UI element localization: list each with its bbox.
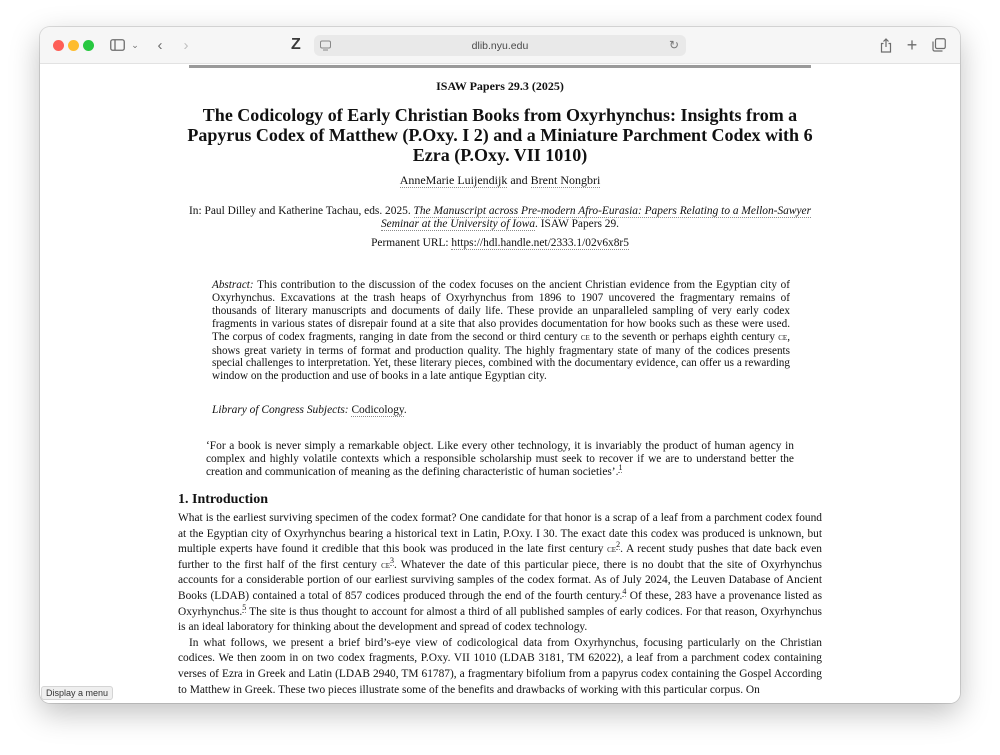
abstract-text-1: This contribution to the discussion of the codex focuses on the ancient Christian evidence from the Egyptian city of Oxyrhynchus. Excavations at the trash heaps of Oxyrhynchus from 1896 to 1907 uncovered the fragmentary remains of thousands of literary manuscripts and documents of daily life. These provide an unparalleled sampling of very early codex fragments in various states of disrepair found at a site that also provides documentation for how books such as these were used. The corpus of codex fragments, ranging in date from the second or third century	[212, 279, 790, 343]
footnote-link-3[interactable]: 3	[390, 555, 395, 565]
subjects-period: .	[403, 404, 407, 416]
share-icon[interactable]	[878, 36, 894, 54]
back-arrow-icon[interactable]: ‹	[157, 36, 163, 54]
forward-arrow-icon[interactable]: ›	[183, 36, 189, 54]
introduction-body	[178, 511, 822, 698]
citation-line	[188, 205, 812, 231]
abstract-text-3: , shows great variety in terms of format and production quality. The highly fragmentary state of many of the codices presents special challenges to interpretation. Yet, these literary pieces, combined with the documentary evidence, can offer us a rewarding window on the production and use of books in a late antique Egyptian city.	[212, 330, 790, 383]
p1-text-b: . A recent study pushes that date back even further to the first half of the first century	[178, 543, 822, 571]
author-link-nongbri[interactable]: Brent Nongbri	[530, 173, 601, 187]
p1-text-c: . Whatever the date of this particular piece, there is no doubt that the site of Oxyrhynchus accounts for a considerable portion of our earliest surviving samples of the codex format. As of July 2024, the Leuven Database of Ancient Books (LDAB) contained a total of 857 codices produced through the end of the fourth century.	[178, 558, 822, 602]
abstract-label: Abstract:	[212, 279, 254, 291]
reload-icon[interactable]: ↻	[668, 38, 679, 52]
article-title: The Codicology of Early Christian Books from Oxyrhynchus: Insights from a Papyrus Codex of Matthew (P.Oxy. I 2) and a Miniature Parchment Codex with 6 Ezra (P.Oxy. VII 1010)	[187, 105, 813, 165]
browser-toolbar	[40, 27, 960, 64]
zoom-window-button[interactable]	[83, 40, 94, 51]
subjects-line	[212, 404, 790, 416]
minimize-window-button[interactable]	[68, 40, 79, 51]
footnote-link-2[interactable]: 2	[616, 540, 621, 550]
author-link-luijendijk[interactable]: AnneMarie Luijendijk	[399, 173, 508, 187]
page-menu-icon[interactable]	[320, 40, 331, 51]
footnote-link-5[interactable]: 5	[242, 602, 247, 612]
footnote-link-1[interactable]: 1	[618, 463, 623, 473]
close-window-button[interactable]	[53, 40, 64, 51]
tab-overview-icon[interactable]	[931, 36, 947, 54]
epigraph-quote	[206, 440, 794, 479]
permanent-url-link[interactable]: https://hdl.handle.net/2333.1/02v6x8r5	[451, 237, 629, 249]
chevron-down-icon[interactable]: ⌄	[131, 39, 139, 50]
subject-link-codicology[interactable]: Codicology	[351, 404, 404, 416]
series-label: ISAW Papers 29.3 (2025)	[436, 79, 564, 93]
footnote-link-4[interactable]: 4	[622, 587, 627, 597]
abstract	[212, 279, 790, 383]
permanent-url-line	[178, 237, 822, 249]
author-conjunction: and	[507, 173, 531, 187]
paragraph-1	[178, 511, 822, 636]
p1-text-d: Of these, 283 have a provenance listed as Oxyrhynchus.	[178, 589, 822, 618]
era-ce-1: ce	[580, 331, 590, 343]
p1-text-e: The site is thus thought to account for almost a third of all published samples of early codices. For that reason, Oxyrhynchus is an ideal laboratory for thinking about the development and spread of codex technology.	[178, 605, 822, 634]
header-rule	[189, 65, 811, 68]
new-tab-icon[interactable]: +	[906, 34, 918, 55]
book-title-link[interactable]: The Manuscript across Pre-modern Afro-Eurasia: Papers Relating to a Mellon-Sawyer Seminar at the University of Iowa	[380, 205, 811, 230]
page-content	[40, 65, 960, 703]
browser-window	[40, 27, 960, 703]
era-ce-3: ce	[607, 544, 617, 556]
address-text: dlib.nyu.edu	[471, 39, 529, 52]
citation-prefix: In: Paul Dilley and Katherine Tachau, eds. 2025.	[189, 205, 414, 217]
subjects-label: Library of Congress Subjects:	[212, 404, 349, 416]
author-line	[178, 173, 822, 188]
zotero-extension-icon[interactable]: Z	[291, 36, 301, 53]
permanent-url-label: Permanent URL:	[371, 237, 452, 249]
quote-text: ‘For a book is never simply a remarkable object. Like every other technology, it is invariably the product of human agency in complex and highly volatile contexts which a responsible scholarship must seek to recover if we are to understand better the creation and communication of meaning as the defining characteristic of human societies’.	[206, 440, 794, 478]
paragraph-2: In what follows, we present a brief bird’s-eye view of codicological data from Oxyrhynchus, focusing particularly on the Christian codices. We then zoom in on two codex fragments, P.Oxy. VII 1010 (LDAB 3181, TM 62022), a leaf from a parchment codex containing verses of Ezra in Greek and Latin (LDAB 2940, TM 61787), a fragmentary bifolium from a papyrus codex containing the Gospel According to Matthew in Greek. These two pieces illustrate some of the benefits and drawbacks of working with this particular corpus. On	[178, 636, 822, 696]
section-heading-introduction: 1. Introduction	[178, 492, 268, 507]
menu-tooltip: Display a menu	[41, 686, 113, 700]
abstract-text-2: to the seventh or perhaps eighth century	[589, 330, 779, 343]
era-ce-2: ce	[778, 331, 788, 343]
era-ce-4: ce	[381, 559, 391, 571]
sidebar-toggle-icon[interactable]	[109, 35, 125, 55]
citation-suffix: . ISAW Papers 29.	[535, 218, 620, 230]
p1-text-a: What is the earliest surviving specimen of the codex format? One candidate for that honor is a scrap of a leaf from a parchment codex found at the Egyptian city of Oxyrhynchus bearing a historical text in Latin, P.Oxy. I 30. The exact date this codex was produced is unknown, but multiple experts have found it credible that this book was produced in the late first century	[178, 512, 822, 556]
address-bar[interactable]	[314, 35, 686, 56]
